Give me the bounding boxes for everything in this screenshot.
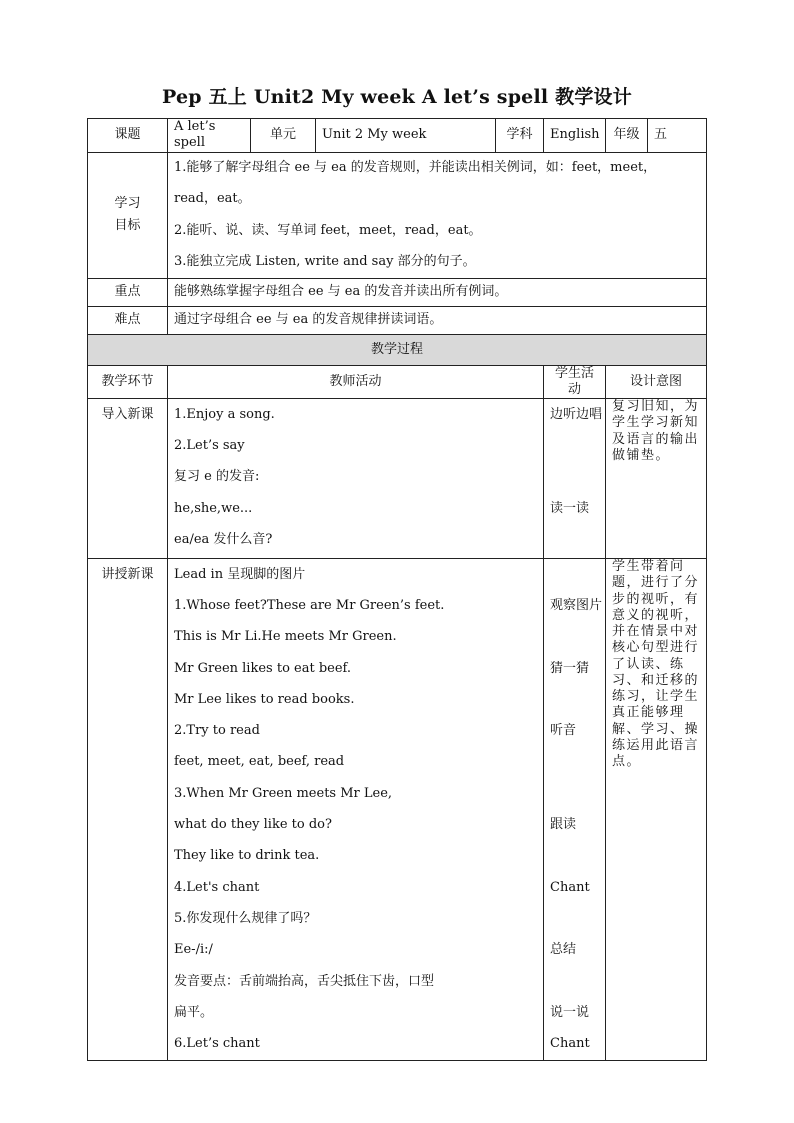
teacher-line: 6.Let’s chant <box>174 1036 260 1052</box>
unit-value: Unit 2 My week <box>316 119 496 153</box>
key-point-label: 重点 <box>88 278 168 306</box>
student-line: 观察图片 <box>550 598 603 613</box>
subject-label: 学科 <box>496 119 544 153</box>
header-teacher: 教师活动 <box>168 365 544 399</box>
info-row <box>88 119 707 153</box>
objective-line: read，eat。 <box>174 191 251 207</box>
student-line <box>550 903 599 934</box>
student-line: 跟读 <box>550 817 577 833</box>
student-line <box>550 622 599 653</box>
difficulty-text: 通过字母组合 ee 与 ea 的发音规律拼读词语。 <box>168 306 707 334</box>
teacher-line: This is Mr Li.He meets Mr Green. <box>174 629 397 645</box>
new-stage-label: 讲授新课 <box>101 566 154 582</box>
student-line <box>550 966 599 997</box>
difficulty-row <box>88 306 707 334</box>
teacher-line: ea/ea 发什么音? <box>174 531 273 547</box>
student-line <box>550 778 599 809</box>
header-stage: 教学环节 <box>88 365 168 399</box>
teacher-line: 4.Let's chant <box>174 879 260 895</box>
teacher-line: 1.Enjoy a song. <box>174 406 275 422</box>
student-line <box>550 747 599 778</box>
topic-label: 课题 <box>88 119 168 153</box>
header-student: 学生活动 <box>544 365 606 399</box>
teacher-line: 发音要点：舌前端抬高，舌尖抵住下齿，口型 <box>174 973 435 989</box>
student-line <box>550 841 599 872</box>
unit-label: 单元 <box>251 119 316 153</box>
teacher-line: 复习 e 的发音: <box>174 469 260 485</box>
intro-stage-label: 导入新课 <box>101 406 154 422</box>
teacher-line: 3.When Mr Green meets Mr Lee, <box>174 785 393 801</box>
header-intent: 设计意图 <box>606 365 707 399</box>
new-teacher <box>168 559 544 1061</box>
objective-line: 1.能够了解字母组合 ee 与 ea 的发音规则，并能读出相关例词，如：feet，meet， <box>174 160 657 176</box>
topic-value: A let’s spell <box>168 119 251 153</box>
teacher-line: 2.Try to read <box>174 723 260 739</box>
teacher-line: 扁平。 <box>174 1004 214 1020</box>
grade-label: 年级 <box>606 119 648 153</box>
objectives-label-line: 学习 <box>114 195 141 211</box>
student-line <box>550 559 599 590</box>
subject-value: English <box>544 119 606 153</box>
objectives-label <box>88 152 168 278</box>
student-line: 边听边唱 <box>550 406 603 422</box>
teacher-line: 2.Let’s say <box>174 438 245 453</box>
intro-intent: 复习旧知，为学生学习新知及语言的输出做铺垫。 <box>606 399 707 559</box>
objectives-row <box>88 152 707 278</box>
difficulty-label: 难点 <box>88 306 168 334</box>
page-title: Pep 五上 Unit2 My week A let’s spell 教学设计 <box>162 86 632 108</box>
new-lesson-row <box>88 559 707 1061</box>
student-line: Chant <box>550 1036 590 1052</box>
teacher-line: 1.Whose feet?These are Mr Green’s feet. <box>174 598 445 613</box>
objectives-label-line: 目标 <box>114 218 141 234</box>
teacher-line: They like to drink tea. <box>174 848 320 864</box>
student-line: 猜一猜 <box>550 660 590 676</box>
lesson-plan-table <box>87 118 707 1061</box>
teacher-line: Mr Green likes to eat beef. <box>174 660 352 676</box>
teacher-line: Mr Lee likes to read books. <box>174 691 355 707</box>
process-heading: 教学过程 <box>88 334 707 365</box>
student-line: Chant <box>550 879 590 895</box>
new-intent: 学生带着问题，进行了分步的视听，有意义的视听，并在情景中对核心句型进行了认读、练习、和迁移的练习，让学生真正能够理解、学习、操练运用此语言点。 <box>606 559 707 1061</box>
student-line: 读一读 <box>550 500 590 516</box>
teacher-line: Ee-/i:/ <box>174 942 213 958</box>
key-point-text: 能够熟练掌握字母组合 ee 与 ea 的发音并读出所有例词。 <box>168 278 707 306</box>
teacher-line: he,she,we... <box>174 500 253 516</box>
teacher-line: Lead in 呈现脚的图片 <box>174 566 306 582</box>
new-stage <box>88 559 168 1061</box>
intro-teacher <box>168 399 544 559</box>
process-heading-row <box>88 334 707 365</box>
process-header-row <box>88 365 707 399</box>
objectives-content <box>168 152 707 278</box>
student-line: 说一说 <box>550 1004 590 1020</box>
student-line: 总结 <box>550 942 577 958</box>
grade-value: 五 <box>648 119 707 153</box>
teacher-line: 5.你发现什么规律了吗？ <box>174 910 317 926</box>
student-line <box>550 430 599 461</box>
intro-student <box>544 399 606 559</box>
objective-line: 3.能独立完成 Listen, write and say 部分的句子。 <box>174 253 476 269</box>
intro-stage <box>88 399 168 559</box>
student-line <box>550 524 599 555</box>
intro-row <box>88 399 707 559</box>
student-line <box>550 462 599 493</box>
teacher-line: feet, meet, eat, beef, read <box>174 754 345 770</box>
student-line: 听音 <box>550 723 577 739</box>
key-point-row <box>88 278 707 306</box>
objective-line: 2.能听、说、读、写单词 feet，meet，read，eat。 <box>174 222 482 238</box>
new-student <box>544 559 606 1061</box>
student-line <box>550 684 599 715</box>
teacher-line: what do they like to do? <box>174 817 332 833</box>
